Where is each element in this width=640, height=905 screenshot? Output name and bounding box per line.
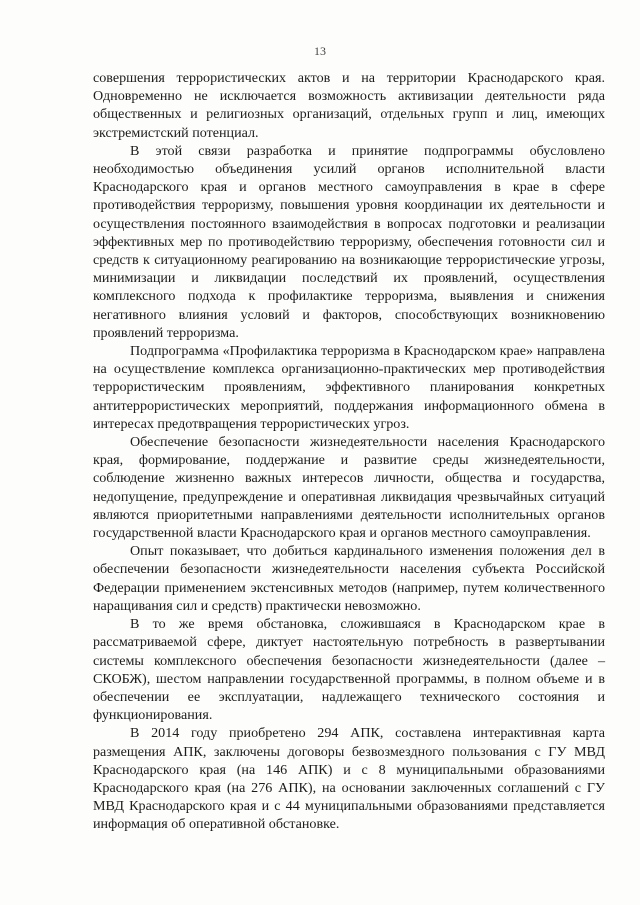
paragraph: Опыт показывает, что добиться кардинального изменения положения дел в обеспечении безопасности жизнедеятельности населения субъекта Российской Федерации применением экстенсивных методов (например, путем количественного наращивания сил и средств) практически невозможно. bbox=[93, 543, 605, 614]
paragraph: совершения террористических актов и на территории Краснодарского края. Одновременно не исключается возможность активизации деятельности ряда общественных и религиозных организаций, отдельных групп и лиц, имеющих экстремистский потенциал. bbox=[93, 70, 605, 141]
page-number: 13 bbox=[314, 44, 326, 58]
paragraph: Обеспечение безопасности жизнедеятельности населения Краснодарского края, формирование, поддержание и развитие среды жизнедеятельности, соблюдение жизненно важных интересов личности, общества и государства, недопущение, предупреждение и оперативная ликвидация чрезвычайных ситуаций являются приоритетными направлениями деятельности исполнительных органов государственной власти Краснодарского края и органов местного самоуправления. bbox=[93, 434, 605, 542]
paragraph: В то же время обстановка, сложившаяся в Краснодарском крае в рассматриваемой сфере, диктует настоятельную потребность в развертывании системы комплексного обеспечения безопасности жизнедеятельности (далее – СКОБЖ), шестом направлении государственной программы, в полном объеме и в обеспечении ее эксплуатации, надлежащего технического состояния и функционирования. bbox=[93, 616, 605, 724]
body-text bbox=[93, 69, 605, 834]
paragraph: В этой связи разработка и принятие подпрограммы обусловлено необходимостью объединения усилий органов исполнительной власти Краснодарского края и органов местного самоуправления в крае в сфере противодействия терроризму, повышения уровня координации их деятельности и осуществления постоянного взаимодействия в вопросах подготовки и реализации эффективных мер по противодействию терроризму, обеспечения готовности сил и средств к ситуационному реагированию на возникающие террористические угрозы, минимизации и ликвидации последствий их проявлений, осуществления комплексного подхода к профилактике терроризма, выявления и снижения негативного влияния условий и факторов, способствующих возникновению проявлений терроризма. bbox=[93, 142, 605, 341]
paragraph: В 2014 году приобретено 294 АПК, составлена интерактивная карта размещения АПК, заключены договоры безвозмездного пользования с ГУ МВД Краснодарского края (на 146 АПК) и с 8 муниципальными образованиями Краснодарского края (на 276 АПК), на основании заключенных соглашений с ГУ МВД Краснодарского края и с 44 муниципальными образованиями представляется информация об оперативной обстановке. bbox=[93, 725, 605, 833]
paragraph: Подпрограмма «Профилактика терроризма в Краснодарском крае» направлена на осуществление комплекса организационно-практических мер противодействия террористическим проявлениям, эффективного планирования конкретных антитеррористических мероприятий, поддержания информационного обмена в интересах предотвращения террористических угроз. bbox=[93, 343, 605, 432]
